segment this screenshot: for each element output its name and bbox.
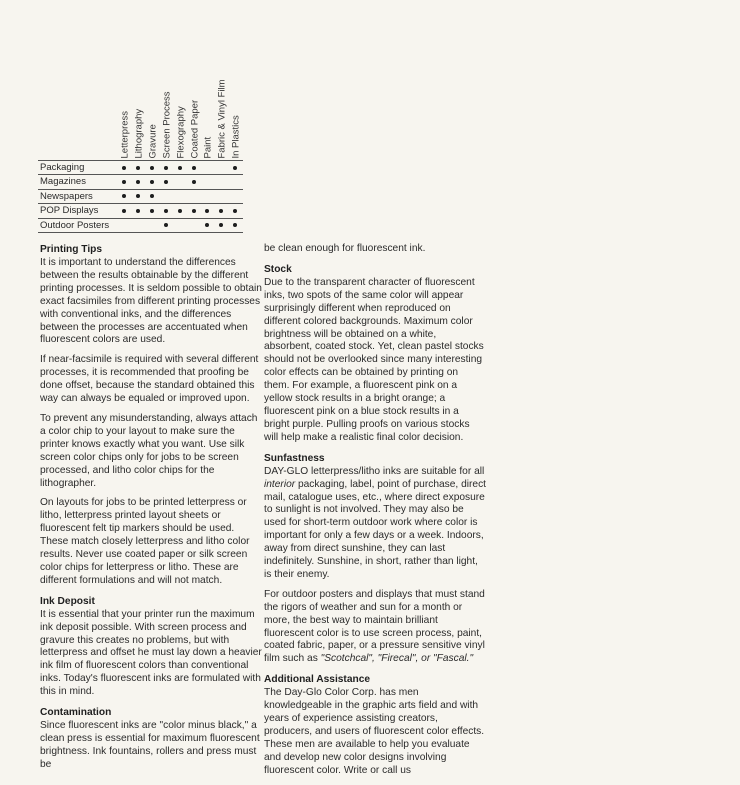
check-dot xyxy=(136,209,140,213)
table-row xyxy=(38,203,243,217)
check-dot xyxy=(219,209,223,213)
check-dot xyxy=(150,194,154,198)
column-header xyxy=(160,72,174,160)
check-dot xyxy=(233,223,237,227)
check-dot xyxy=(205,209,209,213)
column-header-label: Letterpress xyxy=(119,110,131,158)
column-header xyxy=(188,72,202,160)
column-header xyxy=(215,72,229,160)
row-label: Packaging xyxy=(40,162,85,173)
check-dot xyxy=(122,209,126,213)
check-dot xyxy=(136,166,140,170)
column-header xyxy=(146,72,160,160)
paragraph: Since fluorescent inks are "color minus black," a clean press is essential for maximum fluorescent brightness. Ink fountains, rollers and press must be xyxy=(40,720,260,770)
paragraph: It is essential that your printer run the maximum ink deposit possible. With screen process and gravure this creates no problems, but with letterpress and offset he must lay down a heavier ink film of fluorescent colors than conventional inks. Today's fluorescent inks are formulated with this in mind. xyxy=(40,608,262,698)
check-dot xyxy=(233,166,237,170)
matrix-rows xyxy=(38,160,243,233)
row-label: POP Displays xyxy=(40,205,99,217)
check-dot xyxy=(136,194,140,198)
column-header-label: Lithography xyxy=(133,108,145,158)
column-header-label: Flexography xyxy=(175,105,187,158)
matrix-column-headers xyxy=(118,72,243,160)
column-header-label: In Plastics xyxy=(230,114,242,158)
heading-stock: Stock xyxy=(264,263,292,275)
check-dot xyxy=(122,194,126,198)
check-dot xyxy=(205,223,209,227)
row-label: Outdoor Posters xyxy=(40,219,110,231)
column-header-label: Coated Paper xyxy=(189,99,200,158)
usage-matrix xyxy=(38,72,243,231)
check-dot xyxy=(164,209,168,213)
check-dot xyxy=(122,166,126,170)
check-dot xyxy=(122,180,126,184)
row-label: Newspapers xyxy=(40,190,93,202)
column-header xyxy=(201,72,215,160)
check-dot xyxy=(150,180,154,184)
paragraph: be clean enough for fluorescent ink. xyxy=(264,243,426,254)
column-header-label: Fabric & Vinyl Film xyxy=(216,78,228,158)
column-header xyxy=(174,72,188,160)
check-dot xyxy=(164,166,168,170)
row-label: Magazines xyxy=(40,176,86,188)
check-dot xyxy=(178,166,182,170)
text-run: packaging, label, point of purchase, direct mail, catalogue uses, etc., where direct exposure to sunlight is not involved. They may also be used for short-term outdoor work where color is important for only a few days or a week. Indoors, away from direct sunshine, they can last indefinitely. Sunshine, in short, rather than light, is their enemy. xyxy=(264,478,486,580)
check-dot xyxy=(192,209,196,213)
column-header-label: Screen Process xyxy=(161,90,173,158)
column-header xyxy=(229,72,243,160)
check-dot xyxy=(178,209,182,213)
left-text-column xyxy=(40,243,262,779)
table-row xyxy=(38,189,243,203)
text-run: DAY-GLO letterpress/litho inks are suitable for all xyxy=(264,465,485,477)
column-header xyxy=(132,72,146,160)
heading-sunfastness: Sunfastness xyxy=(264,452,325,464)
check-dot xyxy=(233,209,237,213)
heading-contamination: Contamination xyxy=(40,707,112,719)
paragraph xyxy=(264,466,486,582)
check-dot xyxy=(192,180,196,184)
check-dot xyxy=(192,166,196,170)
paragraph: It is important to understand the differences between the results obtainable by the different printing processes. It is seldom possible to obtain exact facsimiles from different printing processes with conventional inks, and the differences between the processes are accentuated when fluorescent colors are used. xyxy=(40,257,262,346)
paragraph: To prevent any misunderstanding, always attach a color chip to your layout to make sure the printer knows exactly what you want. Use silk screen color chips only for jobs to be screen processed, and litho color chips for the lithographer. xyxy=(40,412,258,489)
paragraph: On layouts for jobs to be printed letterpress or litho, letterpress printed layout sheets or fluorescent felt tip markers should be used. These match closely letterpress and litho color results. Never use coated paper or silk screen color chips for letterpress or litho. These are different formulations and will not match. xyxy=(40,497,250,586)
right-text-column xyxy=(264,243,486,785)
paragraph: The Day-Glo Color Corp. has men knowledgeable in the graphic arts field and with years of experience assisting creators, producers, and users of fluorescent color effects. These men are available to help you evaluate and develop new color designs involving fluorescent color. Write or call us xyxy=(264,687,485,776)
text-run: For outdoor posters and displays that must stand the rigors of weather and sun for a month or more, the best way to maintain brilliant fluorescent color is to use screen process, paint, coated fabric, paper, or a pressure sensitive vinyl film such as xyxy=(264,588,485,665)
check-dot xyxy=(219,223,223,227)
italic-text: "Scotchcal", "Firecal", or "Fascal." xyxy=(320,653,474,665)
column-header-label: Gravure xyxy=(147,123,159,158)
check-dot xyxy=(164,223,168,227)
column-header xyxy=(118,72,132,160)
table-row xyxy=(38,174,243,188)
check-dot xyxy=(150,209,154,213)
paragraph: If near-facsimile is required with several different processes, it is recommended that proofing be done offset, because the standard obtained this way can always be equaled or improved upon. xyxy=(40,354,259,405)
heading-additional-assistance: Additional Assistance xyxy=(264,674,371,686)
check-dot xyxy=(136,180,140,184)
italic-text: interior xyxy=(264,478,296,490)
check-dot xyxy=(164,180,168,184)
table-row xyxy=(38,160,243,174)
column-header-label: Paint xyxy=(202,136,214,158)
table-row xyxy=(38,218,243,233)
check-dot xyxy=(150,166,154,170)
heading-ink-deposit: Ink Deposit xyxy=(40,595,95,607)
heading-printing-tips: Printing Tips xyxy=(40,244,103,255)
paragraph: Due to the transparent character of fluorescent inks, two spots of the same color will appear surprisingly different when reproduced on different colored backgrounds. Maximum color brightness will be obtained on a white, absorbent, coated stock. Yet, clean pastel stocks should not be overlooked since many interesting color effects can be obtained by printing on them. For example, a fluorescent pink on a yellow stock results in a bright orange; a fluorescent pink on a blue stock results in a bright purple. Pulling proofs on various stocks will help make a realistic final color decision. xyxy=(264,276,484,443)
paragraph xyxy=(264,589,486,666)
